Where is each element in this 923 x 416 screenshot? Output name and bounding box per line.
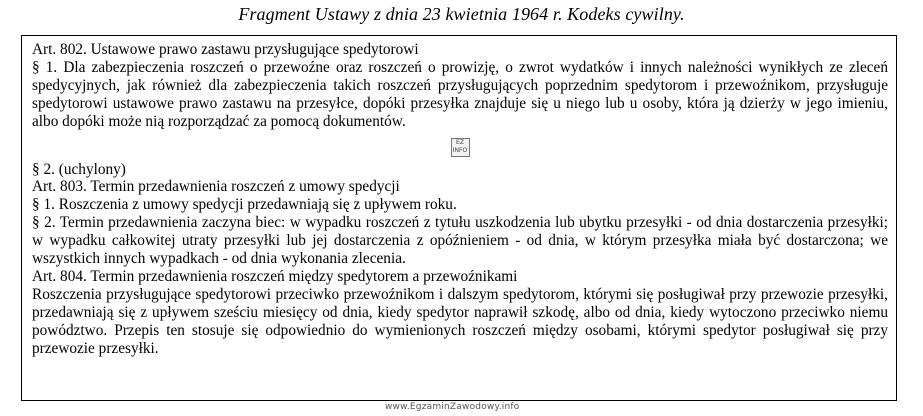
art-802-section-1: § 1. Dla zabezpieczenia roszczeń o przewoźne oraz roszczeń o prowizję, o zwrot wydatków i innych należności wynikłych ze zleceń spedycyjnych, jak również dla zabezpieczenia takich roszczeń przysługujących poprzednim spedytorom i przewoźnikom, przysługuje spedytorowi ustawowe prawo zastawu na przesyłce, dopóki przesyłka znajduje się u niego lub u osoby, która ją dzierży w jego imieniu, albo dopóki może nią rozporządzać za pomocą dokumentów. <box>32 58 888 130</box>
art-802-heading: Art. 802. Ustawowe prawo zastawu przysługujące spedytorowi <box>32 41 419 58</box>
art-804-heading: Art. 804. Termin przedawnienia roszczeń między spedytorem a przewoźnikami <box>32 267 518 285</box>
art-803-section-1: § 1. Roszczenia z umowy spedycji przedawniają się z upływem roku. <box>32 196 457 214</box>
ez-info-logo: EZ INFO <box>451 138 470 157</box>
statute-text-box <box>21 35 897 401</box>
art-803-heading: Art. 803. Termin przedawnienia roszczeń z umowy spedycji <box>32 178 400 196</box>
art-803-section-2: § 2. Termin przedawnienia zaczyna biec: w wypadku roszczeń z tytułu uszkodzenia lub ubytku przesyłki - od dnia dostarczenia przesyłki; w wypadku całkowitej utraty przesyłki lub jej dostarczenia z opóźnieniem - od dnia, w którym przesyłka miała być dostarczona; we wszystkich innych wypadkach - od dnia wykonania zlecenia. <box>32 214 888 268</box>
statute-content <box>32 41 888 358</box>
art-802-section-2: § 2. (uchylony) <box>32 160 126 178</box>
source-watermark: www.EgzaminZawodowy.info <box>385 402 520 412</box>
document-title: Fragment Ustawy z dnia 23 kwietnia 1964 r. Kodeks cywilny. <box>238 4 685 24</box>
art-804-body: Roszczenia przysługujące spedytorowi przeciwko przewoźnikom i dalszym spedytorom, którymi się posługiwał przy przewozie przesyłki, przedawniają się z upływem sześciu miesięcy od dnia, kiedy spedytor naprawił szkodę, albo od dnia, kiedy wytoczono przeciwko niemu powództwo. Przepis ten stosuje się odpowiednio do wymienionych roszczeń między osobami, którymi spedytor posługiwał się przy przewozie przesyłki. <box>32 285 888 357</box>
